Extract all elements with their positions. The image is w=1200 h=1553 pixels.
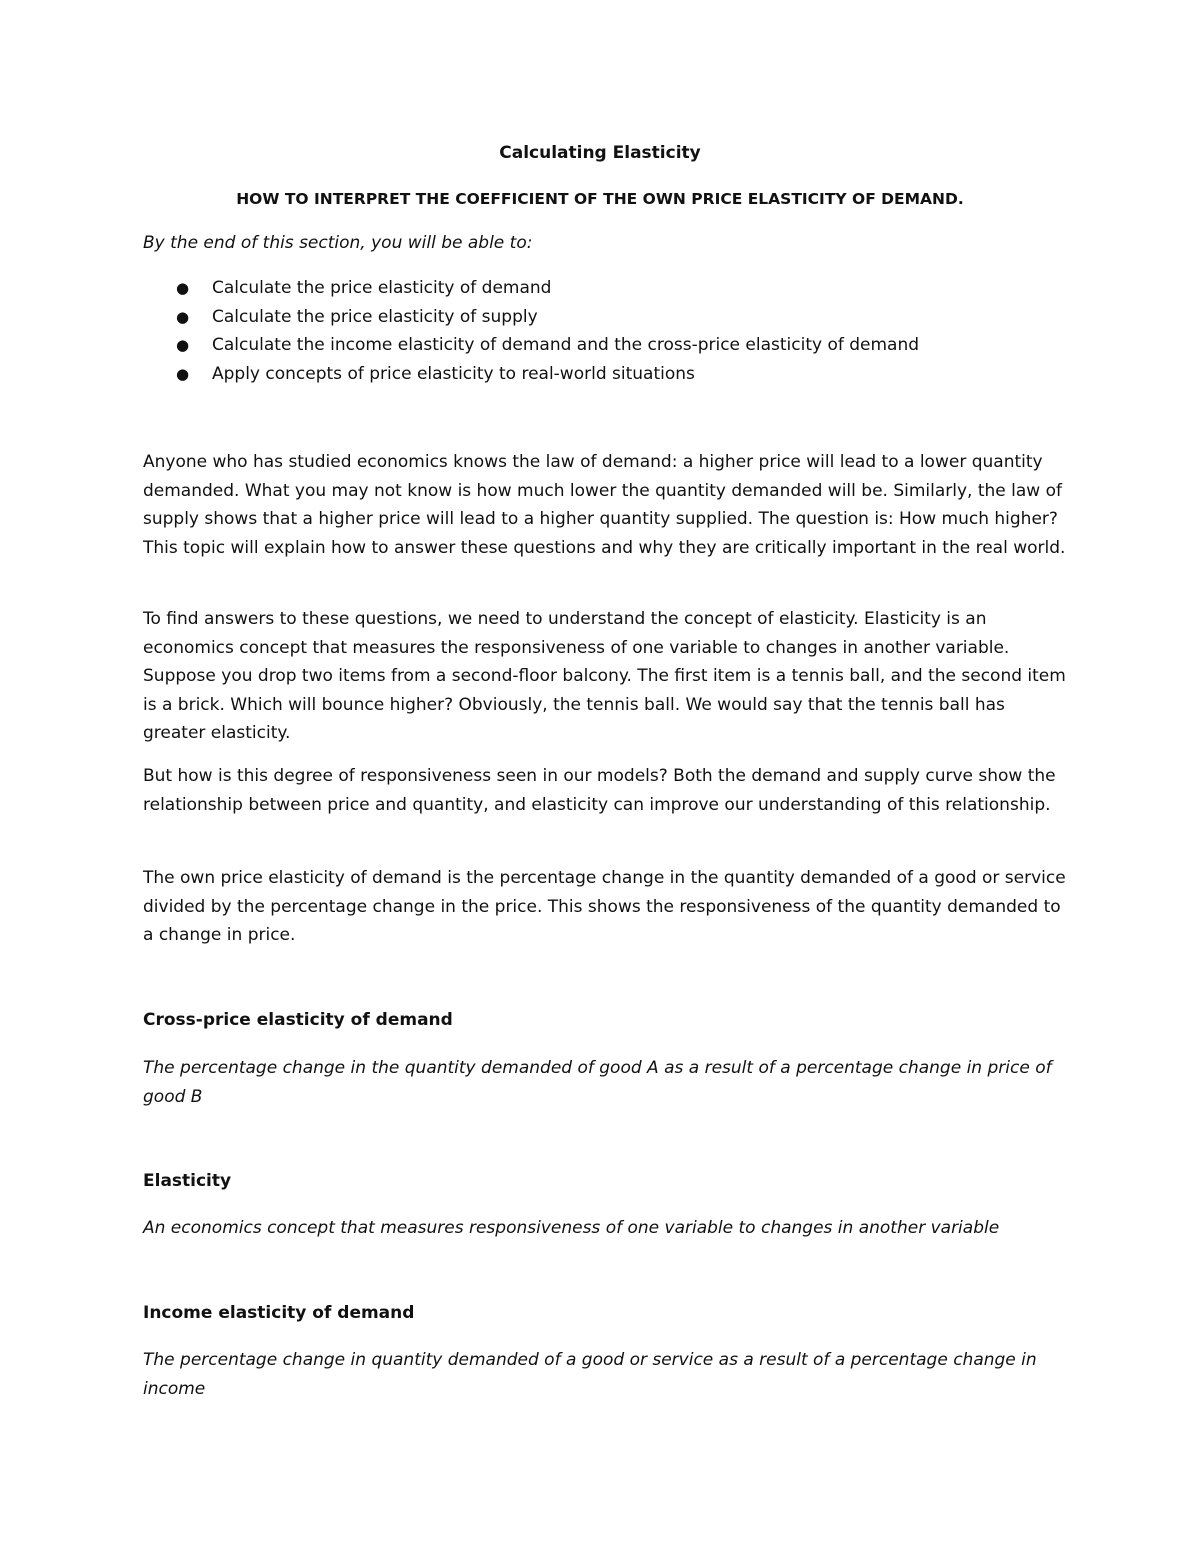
- bullet-icon: ●: [176, 336, 190, 354]
- list-item: [0, 303, 919, 332]
- objectives-list: [0, 274, 919, 388]
- glossary-definition: The percentage change in the quantity demanded of good A as a result of a percentage change in price of good B: [143, 1058, 1052, 1107]
- paragraph: Anyone who has studied economics knows the law of demand: a higher price will lead to a lower quantity demanded. What you may not know is how much lower the quantity demanded will be. Similarly, the law of supply shows that a higher price will lead to a higher quantity supplied. The question is: How much higher? This topic will explain how to answer these questions and why they are critically important in the real world.: [143, 452, 1066, 558]
- list-item: [0, 274, 919, 303]
- paragraph: But how is this degree of responsiveness seen in our models? Both the demand and supply curve show the relationship between price and quantity, and elasticity can improve our understanding of this relationship.: [143, 766, 1056, 815]
- bullet-icon: ●: [176, 279, 190, 297]
- list-item: [0, 360, 919, 389]
- objective-text: Apply concepts of price elasticity to real-world situations: [212, 363, 695, 384]
- glossary-term: Elasticity: [143, 1171, 232, 1191]
- bullet-icon: ●: [176, 364, 190, 383]
- list-item: [0, 331, 919, 360]
- intro-text: By the end of this section, you will be able to:: [143, 233, 533, 253]
- section-heading: HOW TO INTERPRET THE COEFFICIENT OF THE OWN PRICE ELASTICITY OF DEMAND.: [236, 190, 964, 208]
- glossary-definition: The percentage change in quantity demanded of a good or service as a result of a percentage change in income: [143, 1350, 1037, 1399]
- glossary-term: Income elasticity of demand: [143, 1303, 415, 1323]
- document-title: Calculating Elasticity: [499, 143, 701, 163]
- objective-text: Calculate the price elasticity of supply: [212, 306, 538, 327]
- bullet-icon: ●: [176, 307, 190, 326]
- paragraph: To find answers to these questions, we need to understand the concept of elasticity. Elasticity is an economics concept that measures the responsiveness of one variable to changes in another variable. Suppose you drop two items from a second-floor balcony. The first item is a tennis ball, and the second item is a brick. Which will bounce higher? Obviously, the tennis ball. We would say that the tennis ball has greater elasticity.: [143, 609, 1066, 744]
- objective-text: Calculate the price elasticity of demand: [212, 278, 552, 298]
- glossary-definition: An economics concept that measures responsiveness of one variable to changes in another variable: [143, 1218, 1000, 1238]
- objective-text: Calculate the income elasticity of demand and the cross-price elasticity of demand: [212, 335, 920, 355]
- paragraph: The own price elasticity of demand is the percentage change in the quantity demanded of a good or service divided by the percentage change in the price. This shows the responsiveness of the quantity demanded to a change in price.: [143, 868, 1066, 946]
- glossary-term: Cross-price elasticity of demand: [143, 1010, 453, 1030]
